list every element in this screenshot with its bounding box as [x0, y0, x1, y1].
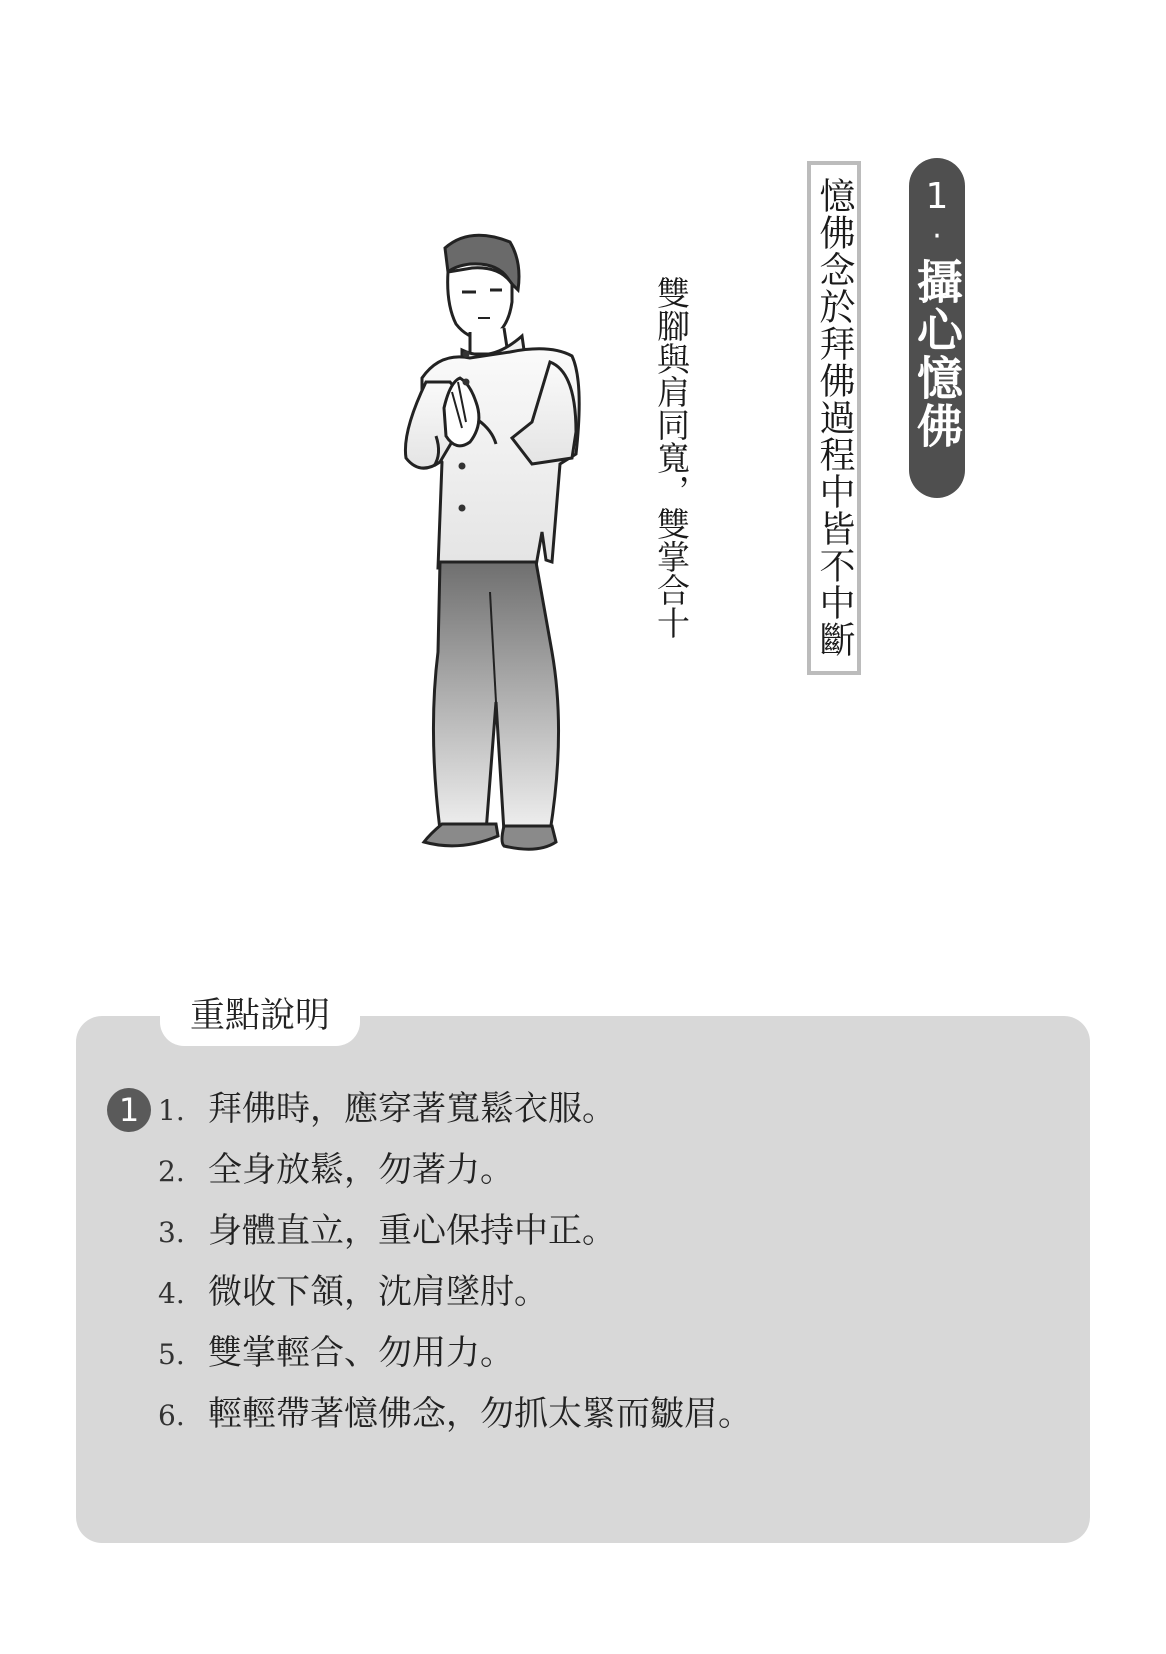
- step-number: 1: [925, 176, 949, 217]
- item-number: 6.: [158, 1399, 185, 1432]
- item-number: 5.: [158, 1338, 185, 1371]
- step-separator: ·: [932, 219, 942, 254]
- figure-drawing: [400, 232, 640, 902]
- praying-man-illustration: [400, 232, 640, 902]
- item-number: 1.: [158, 1094, 185, 1127]
- item-number: 3.: [158, 1216, 185, 1249]
- notes-list: [158, 1084, 752, 1450]
- item-text: 身體直立，重心保持中正。: [208, 1211, 616, 1251]
- list-item: [158, 1084, 752, 1145]
- item-number: 4.: [158, 1277, 185, 1310]
- item-text: 微收下頷，沈肩墜肘。: [208, 1272, 548, 1312]
- figure-caption: 雙腳與肩同寬，雙掌合十: [652, 276, 691, 639]
- item-text: 全身放鬆，勿著力。: [208, 1150, 514, 1190]
- step-heading-tab: [909, 158, 965, 498]
- list-item: [158, 1267, 752, 1328]
- list-item: [158, 1389, 752, 1450]
- item-number: 2.: [158, 1155, 185, 1188]
- subtitle-text: 憶佛念於拜佛過程中皆不中斷: [814, 177, 855, 658]
- note-badge: 1: [107, 1088, 151, 1132]
- list-item: [158, 1206, 752, 1267]
- subtitle-box: [807, 161, 861, 675]
- item-text: 輕輕帶著憶佛念，勿抓太緊而皺眉。: [208, 1394, 752, 1434]
- step-title: 攝心憶佛: [910, 258, 964, 450]
- notes-label: 重點說明: [160, 992, 360, 1046]
- item-text: 雙掌輕合、勿用力。: [208, 1333, 514, 1373]
- list-item: [158, 1328, 752, 1389]
- item-text: 拜佛時，應穿著寬鬆衣服。: [208, 1089, 616, 1129]
- list-item: [158, 1145, 752, 1206]
